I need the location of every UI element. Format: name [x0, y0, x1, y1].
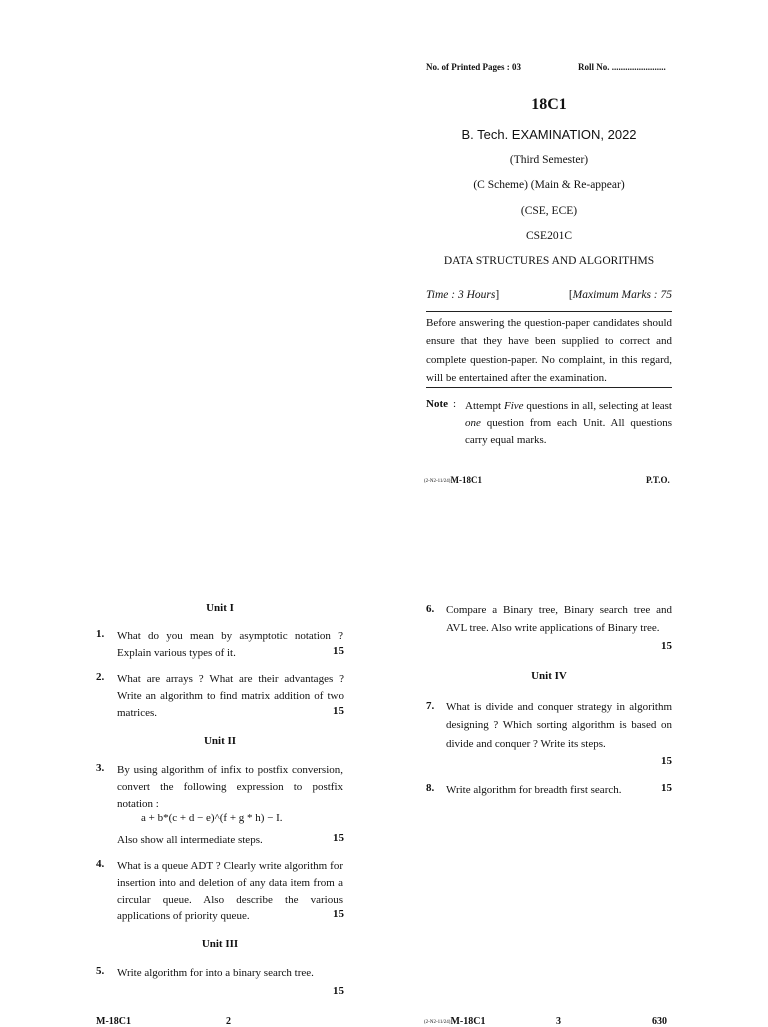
subject-title: DATA STRUCTURES AND ALGORITHMS — [443, 255, 655, 267]
question-5-marks: 15 — [333, 985, 344, 997]
divider-bottom — [426, 387, 672, 388]
course-code: CSE201C — [525, 230, 572, 242]
candidate-notice: Before answering the question-paper candidates should ensure that they have been supplied to correct and complete question-paper. No complaint, in this regard, will be entertained after the examination. — [426, 317, 672, 384]
question-1-text: What do you mean by asymptotic notation ? Explain various types of it. — [117, 630, 343, 659]
question-1-marks: 15 — [333, 645, 344, 657]
page1-footer-code: (2-N2-11/24)M-18C1 — [424, 475, 482, 485]
unit-1-heading: Unit I — [206, 602, 234, 614]
page3-copy-count: 630 — [652, 1016, 667, 1027]
semester-line: (Third Semester) — [509, 154, 589, 166]
question-6-text: Compare a Binary tree, Binary search tree and AVL tree. Also write applications of Binary tree. — [446, 604, 672, 635]
paper-code: 18C1 — [531, 96, 567, 113]
question-5-text: Write algorithm for into a binary search tree. — [117, 967, 314, 979]
question-1-number: 1. — [96, 628, 105, 640]
maximum-marks: [Maximum Marks : 75 — [568, 289, 672, 301]
question-4-marks: 15 — [333, 908, 344, 920]
divider-top — [426, 311, 672, 312]
question-4-number: 4. — [96, 858, 105, 870]
question-2-number: 2. — [96, 671, 105, 683]
branches-line: (CSE, ECE) — [520, 205, 578, 217]
exam-title: B. Tech. EXAMINATION, 2022 — [461, 127, 637, 142]
question-7-marks: 15 — [661, 755, 672, 767]
roll-number-label: Roll No. ........................ — [578, 62, 666, 72]
question-3-marks: 15 — [333, 832, 344, 844]
question-7-text: What is divide and conquer strategy in algorithm designing ? Which sorting algorithm is based on divide and conquer ? Write its steps. — [446, 701, 672, 750]
question-2-text: What are arrays ? What are their advantages ? Write an algorithm to find matrix addition of two matrices. — [117, 673, 344, 719]
question-7-number: 7. — [426, 700, 435, 712]
note-instructions: Attempt Five questions in all, selecting at least one question from each Unit. All questions carry equal marks. — [465, 400, 672, 446]
unit-4-heading: Unit IV — [531, 670, 567, 682]
question-2-marks: 15 — [333, 705, 344, 717]
question-3-instruction: Also show all intermediate steps. — [117, 834, 263, 846]
page3-number: 3 — [556, 1016, 561, 1027]
unit-2-heading: Unit II — [203, 735, 237, 747]
unit-3-heading: Unit III — [201, 938, 239, 950]
note-label: Note — [426, 398, 448, 410]
question-3-number: 3. — [96, 762, 105, 774]
question-4-text: What is a queue ADT ? Clearly write algorithm for insertion into and deletion of any data item from a circular queue. Also describe the various applications of priority queue. — [117, 860, 343, 923]
printed-pages-label: No. of Printed Pages : 03 — [426, 62, 521, 72]
question-8-marks: 15 — [661, 782, 672, 794]
question-3-expression: a + b*(c + d − e)^(f + g * h) − I. — [141, 812, 283, 824]
question-8-number: 8. — [426, 782, 435, 794]
note-colon: : — [453, 398, 457, 410]
page3-footer-code: (2-N2-11/24)M-18C1 — [424, 1016, 486, 1027]
question-6-marks: 15 — [661, 640, 672, 652]
page2-footer-code: M-18C1 — [96, 1016, 131, 1027]
time-allowed: Time : 3 Hours] — [426, 289, 500, 301]
page2-number: 2 — [226, 1016, 231, 1027]
question-8-text: Write algorithm for breadth first search. — [446, 784, 622, 796]
scheme-line: (C Scheme) (Main & Re-appear) — [473, 179, 625, 191]
question-3-text: By using algorithm of infix to postfix conversion, convert the following expression to postfix notation : — [117, 764, 343, 810]
pto-label: P.T.O. — [646, 475, 670, 485]
question-5-number: 5. — [96, 965, 105, 977]
question-6-number: 6. — [426, 603, 435, 615]
